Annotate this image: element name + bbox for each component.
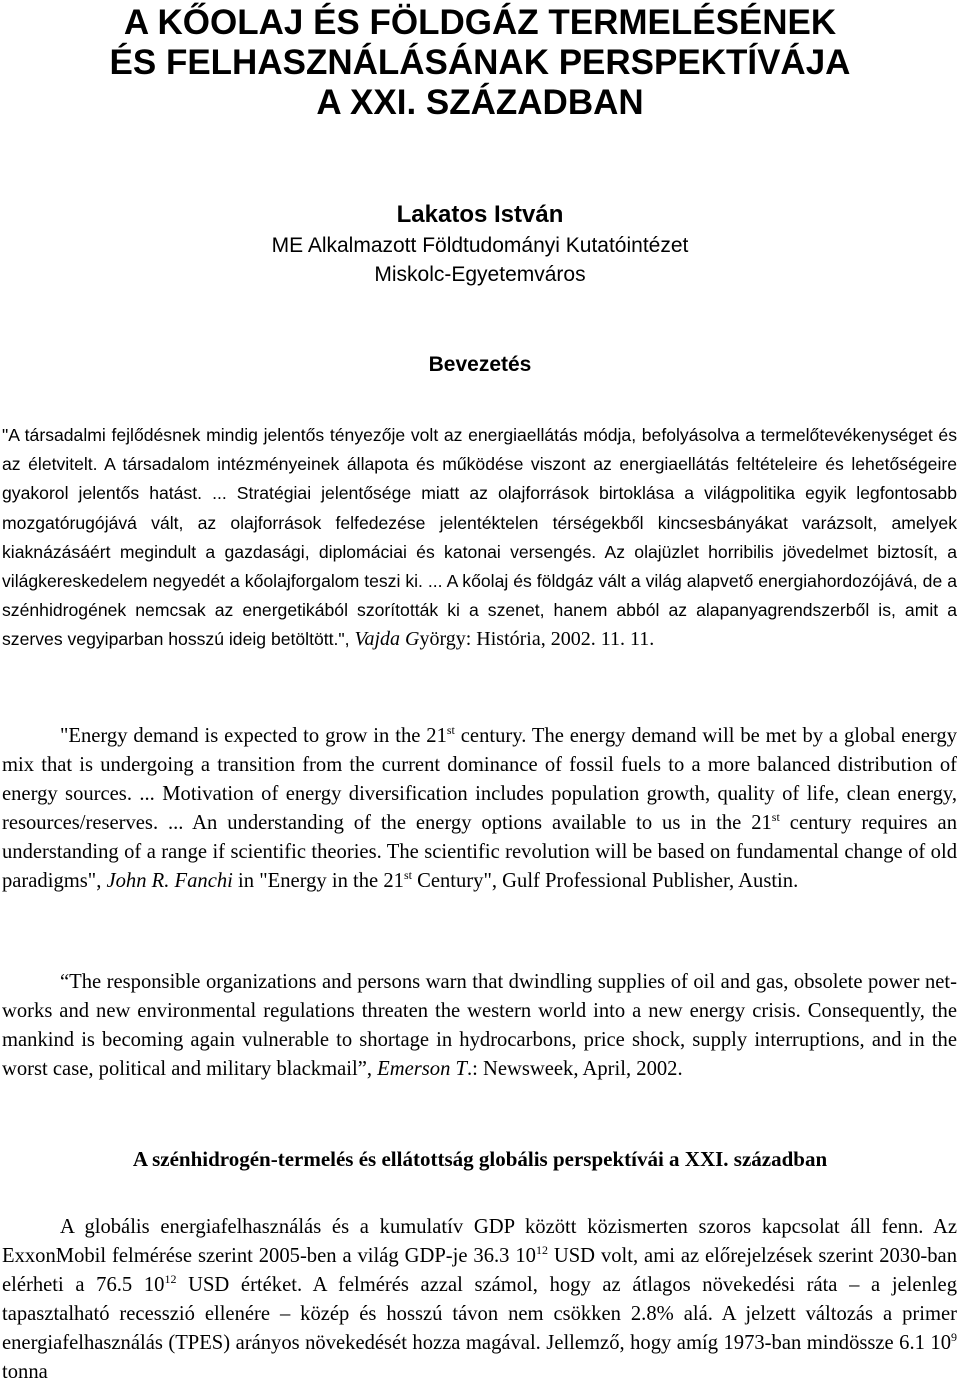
author-block [0,199,960,289]
quote-en1-part4: in "Energy in the 21 [232,870,404,892]
title-line-3: A XXI. SZÁZADBAN [316,83,644,122]
quote-en2-author: Emerson T [377,1058,467,1080]
section-title: Bevezetés [428,353,532,376]
body-sup3: 9 [951,1330,957,1344]
body-part2: USD volt, ami az előrejelzések szerint 2030-ban elérheti a 76.5 10 [2,1245,957,1296]
quote-english-fanchi [2,722,957,896]
body-sup2: 12 [164,1272,177,1286]
quote-en1-part1: "Energy demand is expected to grow in the 21 [60,725,447,747]
quote-en1-part3: century requires an understanding of a range if scientific theories. The scientific revolution will be based on fundamental change of old paradigms", [2,812,957,892]
quote-english-emerson [2,968,957,1084]
author-city: Miskolc-Egyetemváros [374,263,586,286]
quote-hu-source: yörgy: História, 2002. 11. 11. [419,628,655,651]
quote-en1-part2: century. The energy demand will be met by a global energy mix that is undergoing a transition from the current dominance of fossil fuels to a more balanced distribution of energy sources. ... Motivation of energy diversification includes population growth, quality of life, clean energy, resources/reserves. ... An understanding of the energy options available to us in the 21 [2,725,957,834]
body-sup1: 12 [535,1243,548,1257]
body-part3: USD értéket. A felmérés azzal számol, hogy az átlagos növekedési ráta – a jelenleg tapasztalható recesszió ellenére – közép és hosszú távon nem csökken 2.8% alá. A jelzett változás a primer energiafelhasználás (TPES) arányos növekedését hozza magával. Jellemző, hogy amíg 1973-ban mindössze 6.1 10 [2,1274,957,1354]
quote-hungarian [2,421,957,655]
quote-en1-sup1: st [446,723,455,737]
title-line-2: ÉS FELHASZNÁLÁSÁNAK PERSPEKTÍVÁJA [109,43,851,82]
quote-en2-text: “The responsible organizations and persons warn that dwindling supplies of oil and gas, obsolete power net-works and new environmental regulations threaten the western world into a new energy crisis. Consequently, the mankind is becoming again vulnerable to shortage in hydrocarbons, price shock, supply interruptions, and in the worst case, political and military blackmail”, [2,971,957,1080]
title-line-1: A KŐOLAJ ÉS FÖLDGÁZ TERMELÉSÉNEK [123,3,837,42]
body-paragraph [2,1213,957,1387]
document-title [0,3,960,123]
quote-en1-sup2: st [771,810,780,824]
body-part1: A globális energiafelhasználás és a kumulatív GDP között közismerten szoros kapcsolat áll fenn. Az ExxonMobil felmérése szerint 2005-ben a világ GDP-je 36.3 10 [2,1216,957,1267]
quote-en1-author: John R. Fanchi [106,870,233,892]
quote-en2-source: .: Newsweek, April, 2002. [466,1058,683,1080]
quote-en1-part5: Century", Gulf Professional Publisher, Austin. [411,870,799,892]
body-part4: tonna [2,1361,48,1383]
subsection-title: A szénhidrogén-termelés és ellátottság globális perspektívái a XXI. században [132,1147,828,1171]
quote-en1-sup3: st [403,868,412,882]
author-affiliation: ME Alkalmazott Földtudományi Kutatóintézet [271,234,689,257]
quote-hu-text: "A társadalmi fejlődésnek mindig jelentős tényezője volt az energiaellátás módja, befolyásolva a termelőtevékenységet és az életvitelt. A társadalom intézményeinek állapota és működése viszont az energiaellátás feltételeire és lehetőségeire gyakorol jelentős hatást. ... Stratégiai jelentősége miatt az olajforrások birtoklása a világpolitika egyik legfontosabb mozgatórugójává vált, az olajforrások felfedezése jelentéktelen térségekből kincsesbányákat varázsolt, amelyek kiaknázásáért megindult a gazdasági, diplomáciai és katonai versengés. Az olajüzlet horribilis jövedelmet biztosít, a világkereskedelem negyedét a kőolajforgalom teszi ki. ... A kőolaj és földgáz vált a világ alapvető energiahordozójává, de a szénhidrogének nemcsak az energetikából szorították ki a szenet, hanem abból az alapanyagrendszerből is, amit a szerves vegyiparban hosszú ideig betöltött.", [2,425,957,650]
quote-hu-author: Vajda G [354,628,420,651]
author-name: Lakatos István [396,201,564,228]
